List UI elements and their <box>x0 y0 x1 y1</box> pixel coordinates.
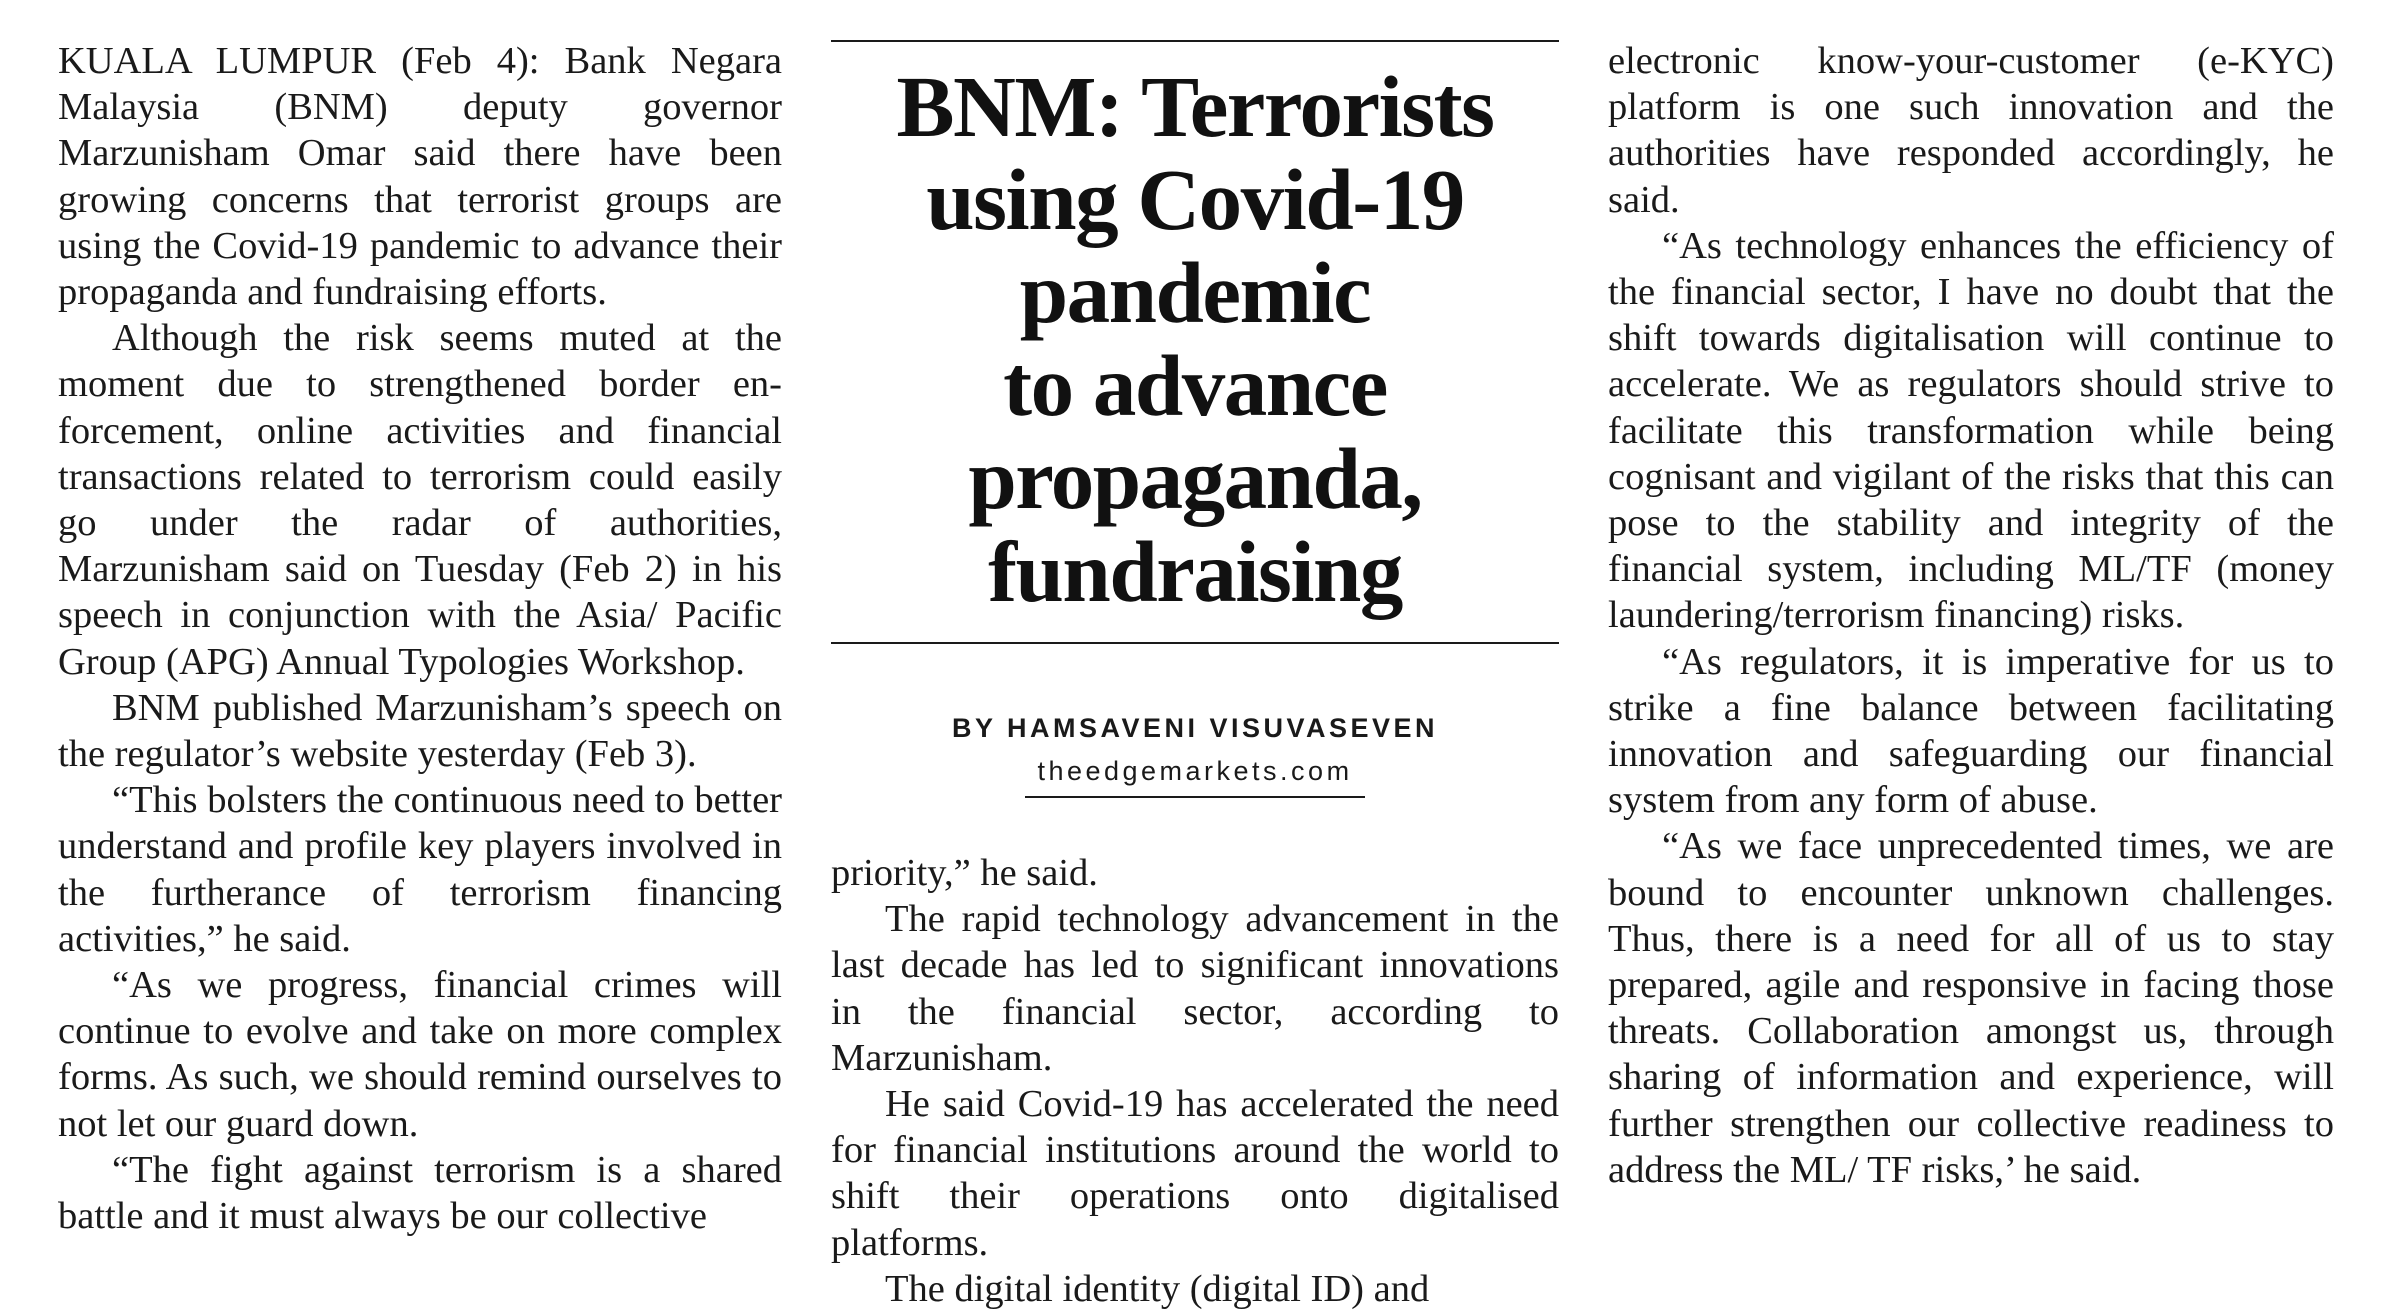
paragraph: priority,” he said. <box>831 852 1098 894</box>
paragraph: “As technology enhances the efficiency of the financial sector, I have no doubt that the shift towards digitalisation will continue to accelerate. We as regulators should strive to facilitate this transformation while being cognisant and vigilant of the risks that this can pose to the stability and integrity of the financial system, including ML/TF (money laundering/terrorism financing) risks. <box>1608 224 2334 637</box>
headline-bottom-rule <box>831 642 1559 644</box>
headline-box <box>831 40 1559 618</box>
headline-top-rule <box>831 40 1559 42</box>
paragraph: He said Covid-19 has accelerated the need for financial institutions around the world to shift their operations onto digitalised platforms. <box>831 1083 1559 1264</box>
paragraph: Although the risk seems muted at the moment due to strengthened border enforcement, online activities and financial transactions related to terrorism could easily go under the radar of authorities, Marzunisham said on Tuesday (Feb 2) in his speech in conjunction with the Asia/ Pacific Group (APG) Annual Typologies Workshop. <box>58 317 782 683</box>
paragraph: “As regulators, it is imperative for us to strike a fine balance between facilitating innovation and safeguarding our financial system from any form of abuse. <box>1608 640 2334 822</box>
byline-author: BY HAMSAVENI VISUVASEVEN <box>951 713 1439 743</box>
paragraph: “As we face unprecedented times, we are bound to encounter unknown challenges. Thus, there is a need for all of us to stay prepared, agile and responsive in facing those threats. Collaboration amongst us, through sharing of information and experience, will further strengthen our collective readiness to address the ML/ TF risks,’ he said. <box>1608 825 2334 1191</box>
article-column-2 <box>831 850 1559 1312</box>
article-column-1 <box>58 38 782 1239</box>
paragraph: KUALA LUMPUR (Feb 4): Bank Negara Malaysia (BNM) deputy governor Marzunisham Omar said there have been growing concerns that terrorist groups are using the Covid-19 pandemic to advance their propaganda and fundraising efforts. <box>58 40 782 314</box>
paragraph: “As we progress, financial crimes will continue to evolve and take on more complex forms. As such, we should remind ourselves to not let our guard down. <box>58 964 782 1145</box>
article-column-3 <box>1608 38 2334 1193</box>
paragraph: “The fight against terrorism is a shared battle and it must always be our collective <box>58 1148 782 1238</box>
byline-block <box>831 708 1559 798</box>
byline-source: theedgemarkets.com <box>1025 752 1365 798</box>
headline: BNM: Terrorists using Covid-19 pandemic to advance propaganda, fundraising <box>896 58 1494 620</box>
paragraph: “This bolsters the continuous need to better understand and profile key players involved in the furtherance of terrorism financing activities,” he said. <box>58 779 782 960</box>
paragraph: electronic know-your-customer (e-KYC) platform is one such innovation and the authorities have responded accordingly, he said. <box>1608 40 2334 221</box>
paragraph: The digital identity (digital ID) and <box>885 1267 1430 1310</box>
paragraph: BNM published Marzunisham’s speech on the regulator’s website yesterday (Feb 3). <box>58 686 782 776</box>
paragraph: The rapid technology advancement in the last decade has led to significant innovations in the financial sector, according to Marzunisham. <box>831 898 1559 1079</box>
